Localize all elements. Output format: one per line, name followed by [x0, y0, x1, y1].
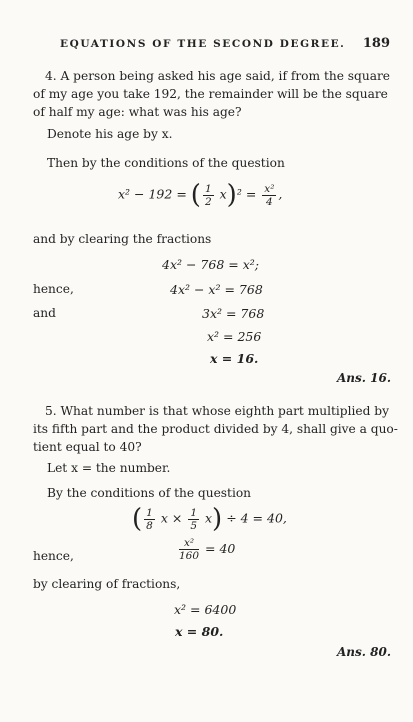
fraction-denominator: 5 — [190, 519, 197, 532]
problem-5-hence-label: hence, — [33, 549, 74, 563]
header-title: EQUATIONS OF THE SECOND DEGREE. — [60, 38, 346, 50]
problem-4-statement — [33, 67, 390, 121]
problem-5-answer: Ans. 80. — [337, 645, 392, 659]
fraction-one-fifth — [188, 507, 199, 532]
eq1-x: x — [204, 510, 213, 526]
fraction-x2-over-160 — [179, 537, 199, 562]
problem-5-equation-4: x = 80. — [175, 624, 224, 639]
problem-4-line-3: of half my age: what was his age? — [33, 105, 242, 119]
problem-4-denote: Denote his age by x. — [47, 127, 173, 141]
problem-5-equation-3: x² = 6400 — [174, 602, 237, 617]
problem-4-equation-6: x = 16. — [210, 351, 259, 366]
problem-4-equation-5: x² = 256 — [207, 329, 262, 344]
fraction-numerator: 1 — [204, 182, 212, 195]
eq2-rhs: = 40 — [205, 541, 236, 556]
problem-5-equation-1 — [132, 504, 287, 534]
fraction-numerator: x² — [179, 537, 199, 550]
eq1-left: x² − 192 = — [118, 186, 187, 202]
problem-5-statement — [33, 402, 398, 456]
fraction-numerator: 1 — [190, 506, 197, 519]
eq1-end: , — [278, 186, 283, 202]
eq1-x: x — [219, 186, 227, 202]
problem-4-equation-4: 3x² = 768 — [202, 306, 265, 321]
fraction-denominator: 8 — [146, 519, 153, 532]
problem-4-hence-label: hence, — [33, 282, 74, 296]
problem-5-by: By the conditions of the question — [47, 486, 252, 500]
open-paren: ( — [190, 180, 201, 210]
fraction-numerator: x² — [264, 182, 275, 195]
page-number: 189 — [362, 36, 390, 51]
problem-4-line-1: 4. A person being asked his age said, if from the square — [45, 69, 390, 83]
problem-4-answer: Ans. 16. — [337, 371, 392, 385]
fraction-numerator: 1 — [146, 506, 153, 519]
problem-5-line-3: tient equal to 40? — [33, 440, 142, 454]
problem-4-and-label: and — [33, 306, 56, 320]
eq1-end: ÷ 4 = 40, — [226, 510, 287, 526]
fraction-one-half — [203, 183, 214, 208]
problem-5-let: Let x = the number. — [47, 461, 171, 475]
fraction-x2-over-4 — [262, 183, 276, 208]
problem-4-equation-2: 4x² − 768 = x²; — [162, 257, 259, 272]
open-paren: ( — [132, 504, 143, 534]
problem-5-clearing: by clearing of fractions, — [33, 577, 181, 591]
fraction-denominator: 2 — [204, 195, 212, 208]
problem-5-line-2: its fifth part and the product divided by 4, shall give a quo- — [33, 422, 398, 436]
problem-5-line-1: 5. What number is that whose eighth part multiplied by — [45, 404, 389, 418]
fraction-one-eighth — [144, 507, 155, 532]
eq1-exp: ² = — [236, 186, 257, 202]
problem-4-equation-3: 4x² − x² = 768 — [170, 282, 263, 297]
close-paren: ) — [226, 180, 237, 210]
fraction-denominator: 160 — [179, 550, 200, 562]
problem-4-then: Then by the conditions of the question — [47, 156, 285, 170]
eq1-mid: x × — [160, 510, 183, 526]
fraction-denominator: 4 — [266, 195, 273, 208]
problem-5-equation-2 — [177, 537, 235, 562]
problem-4-clearing: and by clearing the fractions — [33, 232, 212, 246]
close-paren: ) — [212, 504, 223, 534]
running-header — [60, 38, 390, 50]
problem-4-line-2: of my age you take 192, the remainder will be the square — [33, 87, 388, 101]
problem-4-equation-1 — [118, 180, 282, 210]
